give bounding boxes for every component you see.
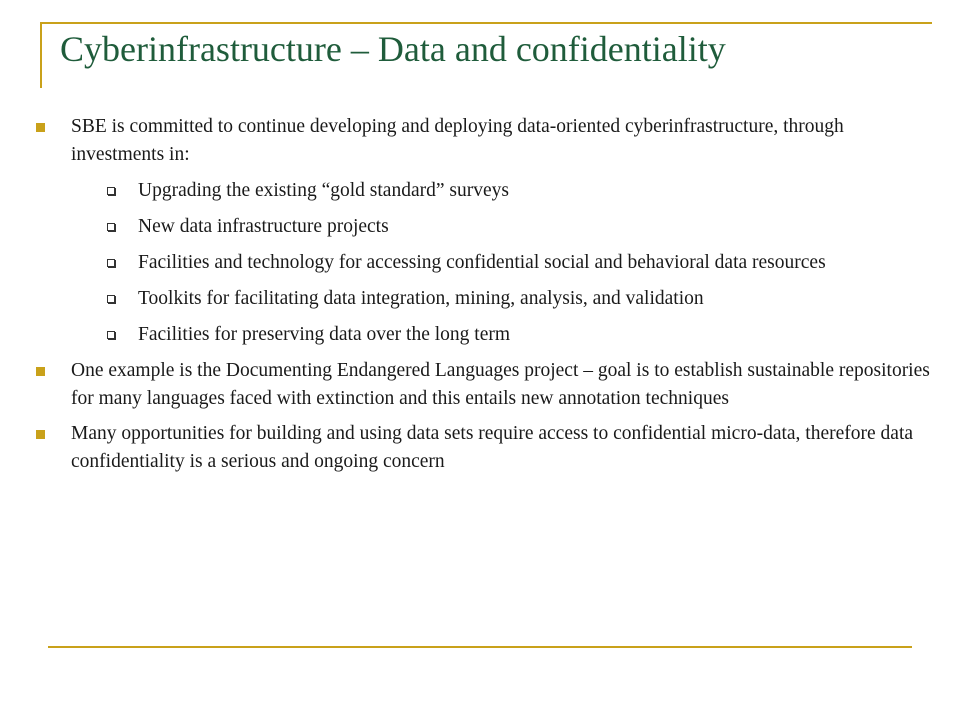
bottom-rule bbox=[48, 646, 912, 648]
box-bullet-icon bbox=[107, 295, 115, 303]
sub-bullet-item bbox=[71, 249, 936, 277]
square-bullet-icon bbox=[36, 367, 45, 376]
box-bullet-icon bbox=[107, 331, 115, 339]
slide-title: Cyberinfrastructure – Data and confidentiality bbox=[60, 29, 726, 69]
sub-bullet-item bbox=[71, 213, 936, 241]
bullet-text: One example is the Documenting Endangered Languages project – goal is to establish sustainable repositories for many languages faced with extinction and this entails new annotation techniques bbox=[71, 360, 930, 409]
bullet-text: Many opportunities for building and using data sets require access to confidential micro-data, therefore data confidentiality is a serious and ongoing concern bbox=[71, 423, 914, 472]
bullet-item bbox=[36, 113, 936, 349]
box-bullet-icon bbox=[107, 187, 115, 195]
bullet-list bbox=[36, 113, 936, 483]
bullet-item bbox=[36, 420, 936, 476]
bullet-text: SBE is committed to continue developing and deploying data-oriented cyberinfrastructure, through investments in: bbox=[71, 116, 844, 165]
square-bullet-icon bbox=[36, 123, 45, 132]
sub-bullet-text: Facilities and technology for accessing confidential social and behavioral data resources bbox=[138, 252, 826, 273]
sub-bullet-text: Facilities for preserving data over the long term bbox=[138, 324, 511, 345]
box-bullet-icon bbox=[107, 223, 115, 231]
box-bullet-icon bbox=[107, 259, 115, 267]
left-rule bbox=[40, 22, 42, 88]
top-rule bbox=[40, 22, 932, 24]
sub-bullet-text: Toolkits for facilitating data integration, mining, analysis, and validation bbox=[138, 288, 704, 309]
sub-bullet-list bbox=[71, 177, 936, 349]
sub-bullet-item bbox=[71, 177, 936, 205]
sub-bullet-text: Upgrading the existing “gold standard” surveys bbox=[138, 180, 509, 201]
square-bullet-icon bbox=[36, 430, 45, 439]
sub-bullet-text: New data infrastructure projects bbox=[138, 216, 389, 237]
sub-bullet-item bbox=[71, 285, 936, 313]
sub-bullet-item bbox=[71, 321, 936, 349]
bullet-item bbox=[36, 357, 936, 413]
